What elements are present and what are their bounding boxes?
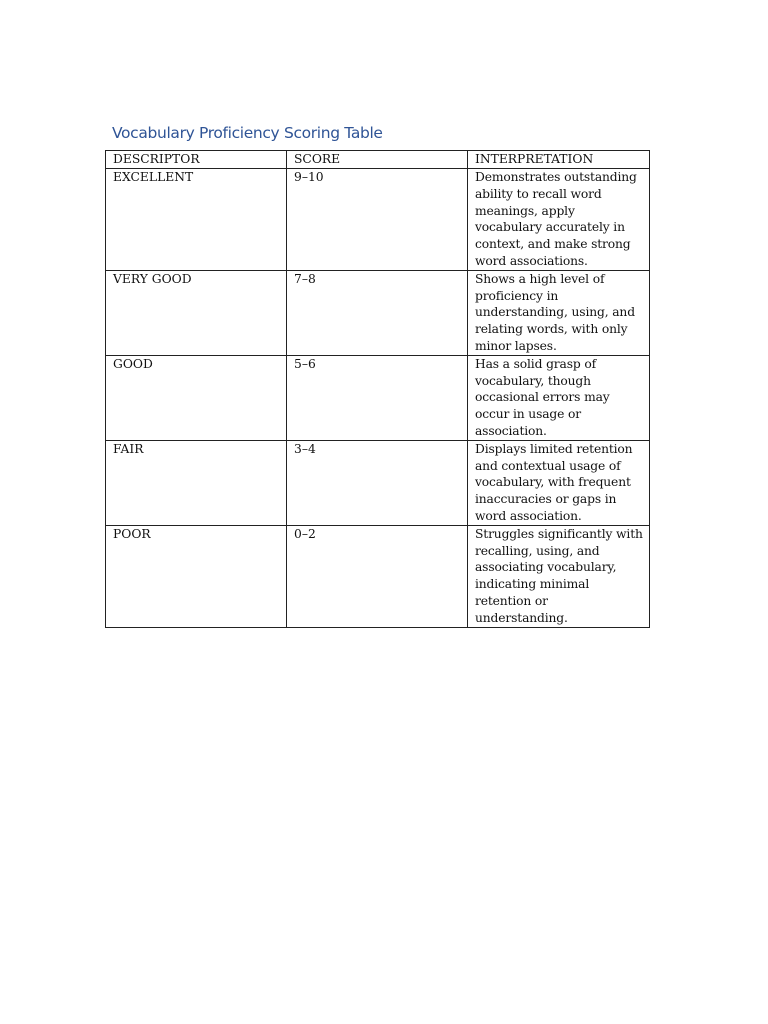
- row-interpretation: Has a solid grasp of vocabulary, though occasional errors may occur in usage or association.: [468, 355, 650, 440]
- row-descriptor: POOR: [106, 525, 287, 627]
- header-interpretation: INTERPRETATION: [468, 151, 650, 169]
- row-score: 7–8: [287, 270, 468, 355]
- row-descriptor: VERY GOOD: [106, 270, 287, 355]
- row-score: 0–2: [287, 525, 468, 627]
- table-row: [106, 525, 650, 627]
- row-interpretation: Demonstrates outstanding ability to recall word meanings, apply vocabulary accurately in context, and make strong word associations.: [468, 169, 650, 271]
- row-interpretation: Shows a high level of proficiency in understanding, using, and relating words, with only minor lapses.: [468, 270, 650, 355]
- row-descriptor: EXCELLENT: [106, 169, 287, 271]
- row-descriptor: GOOD: [106, 355, 287, 440]
- row-score: 9–10: [287, 169, 468, 271]
- table-row: [106, 169, 650, 271]
- row-descriptor: FAIR: [106, 440, 287, 525]
- header-score: SCORE: [287, 151, 468, 169]
- document-title: Vocabulary Proficiency Scoring Table: [112, 124, 383, 142]
- scoring-table: [105, 150, 650, 628]
- table-header-row: [106, 151, 650, 169]
- table-row: [106, 355, 650, 440]
- table-row: [106, 270, 650, 355]
- table-row: [106, 440, 650, 525]
- row-score: 3–4: [287, 440, 468, 525]
- row-interpretation: Struggles significantly with recalling, using, and associating vocabulary, indicating minimal retention or understanding.: [468, 525, 650, 627]
- row-score: 5–6: [287, 355, 468, 440]
- header-descriptor: DESCRIPTOR: [106, 151, 287, 169]
- row-interpretation: Displays limited retention and contextual usage of vocabulary, with frequent inaccuracies or gaps in word association.: [468, 440, 650, 525]
